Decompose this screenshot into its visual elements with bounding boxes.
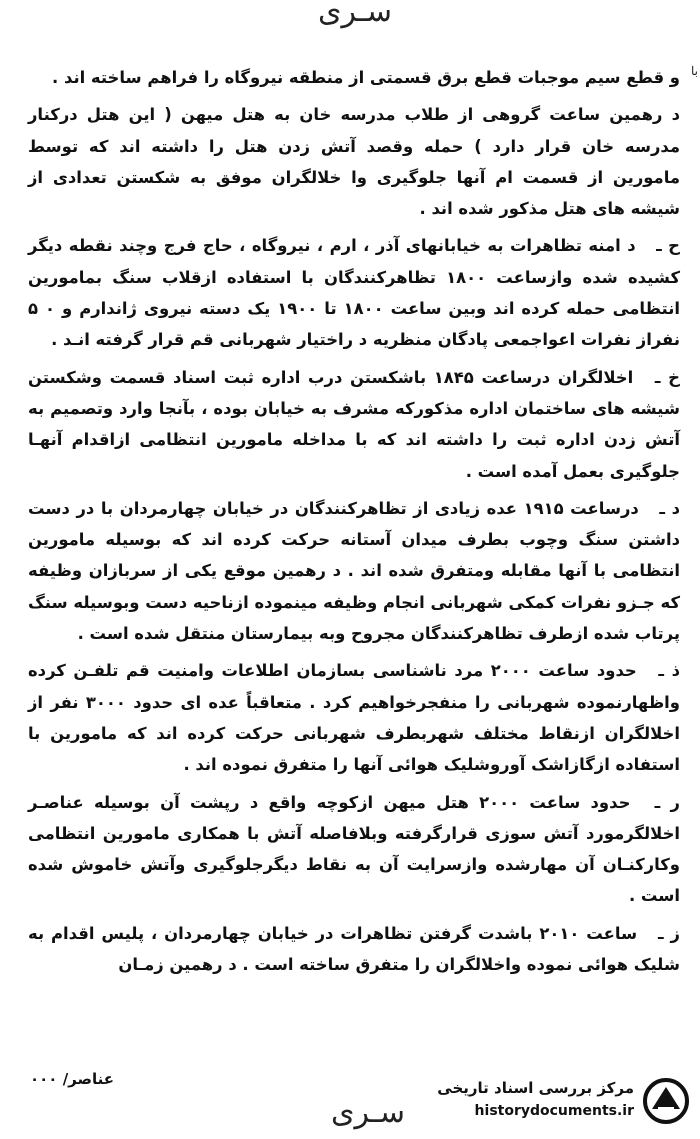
- classification-footer: سـرى: [331, 1095, 405, 1130]
- paragraph-text: حدود ساعت ۲۰۰۰ مرد ناشناسی بسازمان اطلاعات وامنیت قم تلفـن کرده واظهارنموده شهربانی را منفجرخواهیم کرد . متعاقباً عده ای حدود ۳۰۰۰ نفر از اخلالگران ازنقاط مختلف شهربطرف شهربانی حرکت کرده اند که مامورین با استفاده ازگازاشک آوروشلیک هوائی آنها را متفرق نموده اند .: [28, 661, 680, 775]
- section-label: د ـ: [659, 498, 680, 518]
- paragraph-text: د رهمین ساعت گروهی از طلاب مدرسه خان به هتل میهن ( این هتل درکنار مدرسه خان قرار دارد ) حمله وقصد آتش زدن هتل را داشته اند که توسط مامورین از قسمت ام آنها جلوگیری وا خلالگران موفق به شکستن تعدادی از شیشه های هتل مذکور شده اند .: [28, 105, 680, 219]
- section-label: ز ـ: [658, 923, 680, 943]
- paragraph-text: د امنه تظاهرات به خیابانهای آذر ، ارم ، نیروگاه ، حاج فرج وچند نقطه دیگر کشیده شده وازساعت ۱۸۰۰ تظاهرکنندگان با استفاده ازقلاب سنگ بمامورین انتظامی حمله کرده اند وبین ساعت ۱۸۰۰ تا ۱۹۰۰ یک دسته نیروی ژاندارم و ۰ ۵ نفراز نفرات اعواجمعی پادگان منظریه د راختیار شهربانی قم قرار گرفته انـد .: [28, 236, 680, 350]
- paragraph-kh: [28, 362, 680, 487]
- watermark: [420, 1075, 690, 1133]
- paragraph-1: [28, 62, 680, 93]
- classification-header: سـرى: [318, 0, 392, 29]
- section-label: ذ ـ: [658, 661, 680, 681]
- watermark-title: مرکز بررسی اسناد تاریخی: [437, 1079, 634, 1097]
- paragraph-text: حدود ساعت ۲۰۰۰ هتل میهن ازکوچه واقع د رپشت آن بوسیله عناصـر اخلالگرمورد آتش سوزی قرارگرفته وبلافاصله آتش با همکاری مامورین انتظامی وکارکنـان آن مهارشده وازسرایت آن به نقاط دیگرجلوگیری وآتش خاموش شده است .: [28, 792, 680, 906]
- margin-note: با: [691, 64, 698, 78]
- archive-logo-icon: [642, 1077, 690, 1125]
- paragraph-text: درساعت ۱۹۱۵ عده زیادی از تظاهرکنندگان در خیابان چهارمردان با در دست داشتن سنگ وچوب بطرف میدان آستانه حرکت کرده اند که بوسیله مامورین انتظامی با آنها مقابله ومتفرق شده اند . د رهمین موقع یکی از سربازان وظیفه که جـزو نفرات کمکی شهربانی انجام وظیفه مینموده ازناحیه دست وبوسیله سنگ پرتاب شده ازطرف تظاهرکنندگان مجروح وبه بیمارستان منتقل شده است .: [28, 498, 680, 644]
- section-label: ح ـ: [656, 236, 680, 256]
- section-label: ر ـ: [654, 792, 680, 812]
- document-body: [28, 62, 680, 986]
- watermark-url[interactable]: historydocuments.ir: [474, 1103, 634, 1119]
- paragraph-text: و قطع سیم موجبات قطع برق قسمتی از منطقه نیروگاه را فراهم ساخته اند .: [52, 68, 680, 87]
- section-label: خ ـ: [654, 367, 680, 387]
- paragraph-h: [28, 230, 680, 355]
- paragraph-text: ساعت ۲۰۱۰ باشدت گرفتن تظاهرات در خیابان چهارمردان ، پلیس اقدام به شلیک هوائی نموده واخلالگران را متفرق ساخته است . د رهمین زمـان: [28, 923, 680, 975]
- continuation-text: عناصر/ ۰۰۰: [30, 1070, 114, 1088]
- paragraph-d: [28, 493, 680, 649]
- paragraph-z2: [28, 918, 680, 981]
- paragraph-r: [28, 787, 680, 912]
- paragraph-z1: [28, 655, 680, 780]
- paragraph-2: [28, 99, 680, 224]
- paragraph-text: اخلالگران درساعت ۱۸۴۵ باشکستن درب اداره ثبت اسناد قسمت وشکستن شیشه های ساختمان اداره مذکورکه مشرف به خیابان بوده ، بآنجا وارد وتصمیم به آتش زدن اداره ثبت را داشته اند که با مداخله مامورین انتظامی ازاقدام آنهـا جلوگیری بعمل آمده است .: [28, 367, 680, 481]
